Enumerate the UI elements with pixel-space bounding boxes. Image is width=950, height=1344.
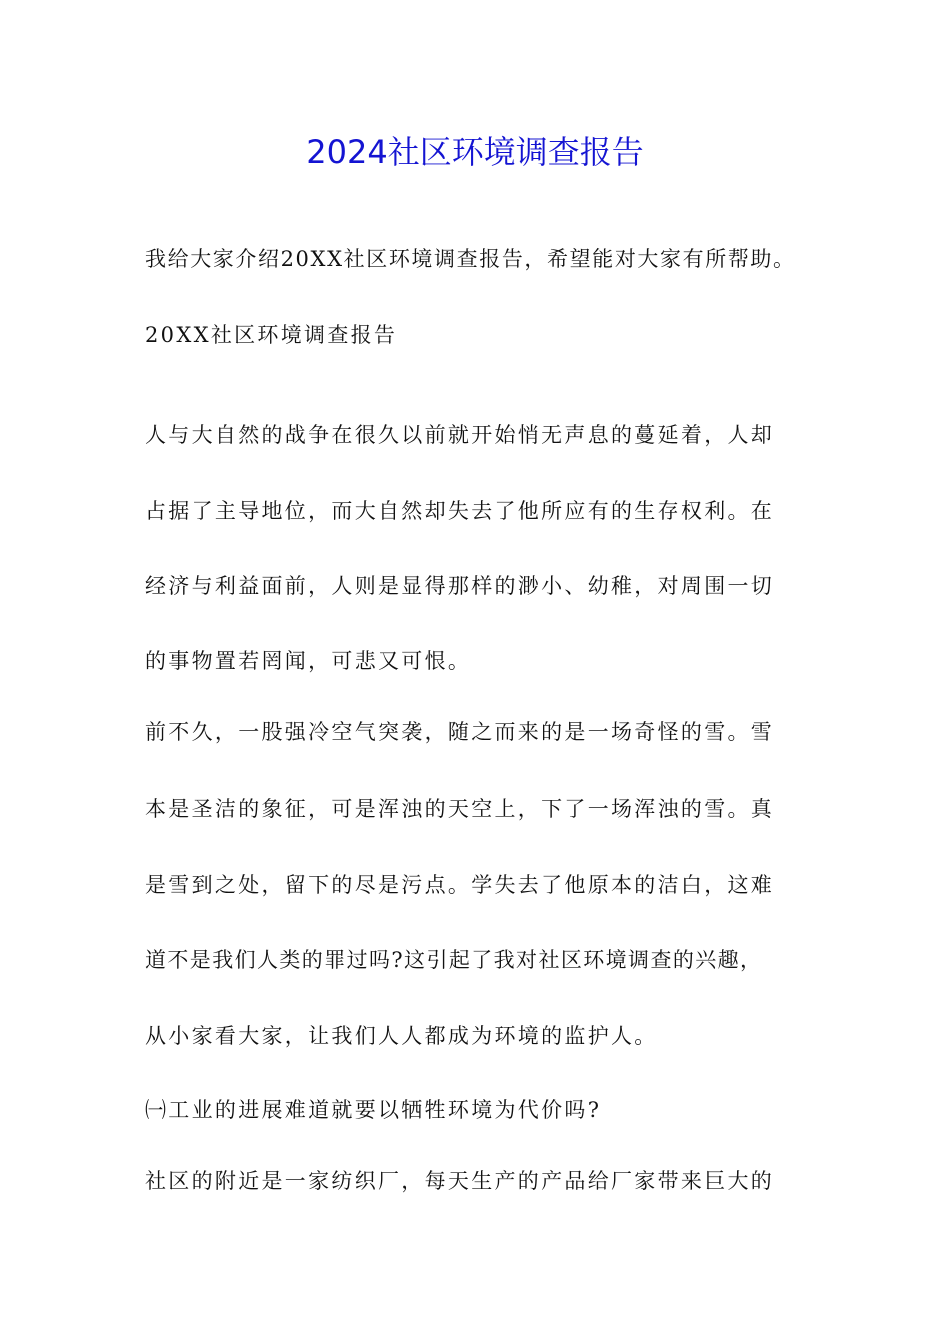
paragraph-line: 是雪到之处，留下的尽是污点。学失去了他原本的洁白，这难 [145,873,775,897]
paragraph-line: 道不是我们人类的罪过吗?这引起了我对社区环境调查的兴趣， [145,948,763,972]
intro-line: 我给大家介绍20XX社区环境调查报告，希望能对大家有所帮助。 [145,247,796,271]
paragraph-line: 占据了主导地位，而大自然却失去了他所应有的生存权利。在 [145,499,775,523]
paragraph-line: 人与大自然的战争在很久以前就开始悄无声息的蔓延着，人却 [145,423,775,447]
paragraph-line: 从小家看大家，让我们人人都成为环境的监护人。 [145,1024,658,1048]
section-heading: ㈠工业的进展难道就要以牺牲环境为代价吗? [145,1098,602,1122]
paragraph-line: 的事物置若罔闻，可悲又可恨。 [145,649,472,673]
document-title: 2024社区环境调查报告 [306,133,644,171]
paragraph-line: 本是圣洁的象征，可是浑浊的天空上，下了一场浑浊的雪。真 [145,797,775,821]
paragraph-line: 经济与利益面前，人则是显得那样的渺小、幼稚，对周围一切 [145,574,775,598]
paragraph-line: 社区的附近是一家纺织厂，每天生产的产品给厂家带来巨大的 [145,1169,775,1193]
paragraph-line: 前不久，一股强冷空气突袭，随之而来的是一场奇怪的雪。雪 [145,720,775,744]
subtitle-line: 20XX社区环境调查报告 [145,323,398,347]
